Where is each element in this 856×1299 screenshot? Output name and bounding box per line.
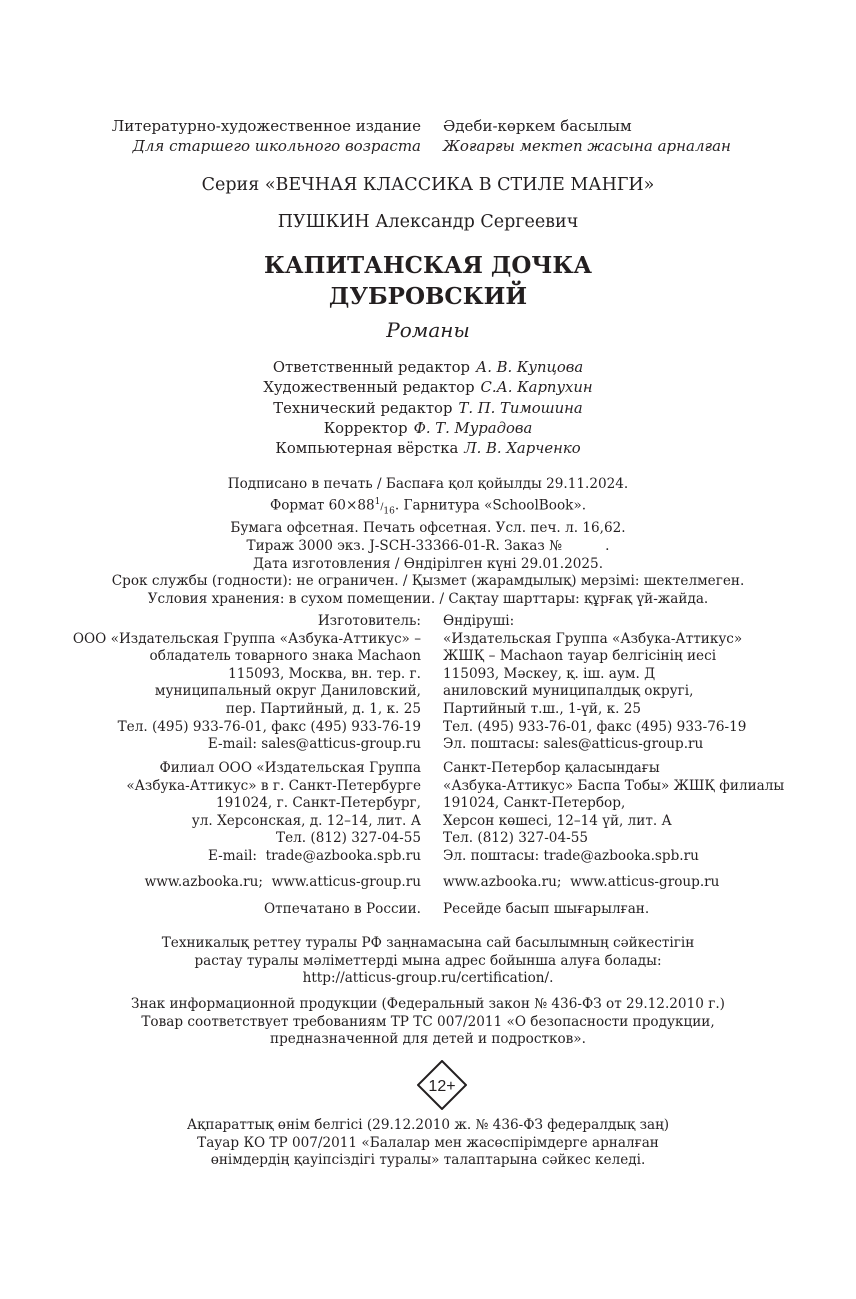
run-line: Тираж 3000 экз. J-SCH-33366-01-R. Заказ № . <box>246 538 610 555</box>
shelf-life-line: Срок службы (годности): не ограничен. / Қызмет (жарамдылық) мерзімі: шектелмеген. <box>111 573 745 590</box>
branch-ru-line: ул. Херсонская, д. 12–14, лит. А <box>191 812 421 829</box>
kz-edition-type: Әдеби-көркем басылым <box>443 117 632 135</box>
format-line: Формат $60\times 88^1/_{16}$. Гарнитура «SchoolBook». <box>269 496 587 516</box>
info-ru-line: Товар соответствует требованиям ТР ТС 007/2011 «О безопасности продукции, <box>141 1013 715 1030</box>
age-rating-badge <box>417 1060 467 1110</box>
signed-line: Подписано в печать / Баспаға қол қойылды 29.11.2024. <box>227 476 629 492</box>
maker-ru-line: Изготовитель: <box>317 613 421 629</box>
format-suffix: . Гарнитура «SchoolBook». <box>394 497 587 514</box>
info-product-ru <box>0 996 856 1049</box>
info-kz-line: өнімдердің қауіпсіздігі туралы» талаптарына сәйкес келеді. <box>210 1152 646 1169</box>
genre: Романы <box>386 318 470 342</box>
credit-name: А. В. Купцова <box>476 359 584 376</box>
printed-in-kz: Ресейде басып шығарылған. <box>443 901 650 917</box>
credit-name: Л. В. Харченко <box>464 440 581 458</box>
maker-kz-line: Эл. поштасы: sales@atticus-group.ru <box>443 736 704 753</box>
branch-block <box>0 760 856 866</box>
credit-role: Корректор <box>323 419 408 437</box>
format-prefix: Формат 60×88 <box>269 497 375 514</box>
storage-line: Условия хранения: в сухом помещении. / Сақтау шарттары: құрғақ үй-жайда. <box>147 590 709 607</box>
website-ru: www.azbooka.ru; www.atticus-group.ru <box>144 874 421 890</box>
credit-line <box>0 439 856 459</box>
certification-note <box>0 935 856 988</box>
maker-ru-line: 115093, Москва, вн. тер. г. <box>228 665 421 682</box>
kz-age-group: Жоғарғы мектеп жасына арналған <box>443 137 731 155</box>
credit-name: Ф. Т. Мурадова <box>413 419 533 437</box>
credits-list <box>0 358 856 459</box>
info-product-kz <box>0 1117 856 1170</box>
info-kz-line: Ақпараттық өнім белгісі (29.12.2010 ж. № 436-ФЗ федералдық заң) <box>186 1117 670 1133</box>
manufacturer-block <box>0 613 856 754</box>
cert-line: растау туралы мәліметтерді мына адрес бойынша алуға болады: <box>194 952 662 969</box>
paper-line: Бумага офсетная. Печать офсетная. Усл. печ. л. 16,62. <box>230 520 626 537</box>
branch-kz-line: «Азбука-Аттикус» Баспа Тобы» ЖШҚ филиалы <box>443 777 785 794</box>
edition-header <box>0 116 856 156</box>
credit-line <box>0 378 856 398</box>
credit-role: Компьютерная вёрстка <box>275 440 459 458</box>
branch-kz-line: 191024, Санкт-Петербор, <box>443 795 626 812</box>
maker-ru-line: E-mail: sales@atticus-group.ru <box>207 736 421 753</box>
branch-ru-line: «Азбука-Аттикус» в г. Санкт-Петербурге <box>126 777 421 794</box>
cert-line: Техникалық реттеу туралы РФ заңнамасына сай басылымның сәйкестігін <box>161 935 695 951</box>
maker-kz-line: 115093, Мәскеу, қ. іш. аум. Д <box>443 665 656 682</box>
maker-ru-line: муниципальный округ Даниловский, <box>154 683 421 700</box>
ru-edition-type: Литературно-художественное издание <box>111 117 421 135</box>
credit-name: С.А. Карпухин <box>480 379 593 397</box>
branch-kz-line: Херсон көшесі, 12–14 үй, лит. А <box>443 812 672 829</box>
printed-in-row <box>0 901 856 919</box>
credit-role: Технический редактор <box>273 399 453 417</box>
branch-ru-line: Филиал ООО «Издательская Группа <box>159 760 421 776</box>
credit-role: Художественный редактор <box>263 379 475 397</box>
info-ru-line: Знак информационной продукции (Федеральный закон № 436-ФЗ от 29.12.2010 г.) <box>131 996 725 1012</box>
maker-kz-line: аниловский муниципалдық округі, <box>443 683 694 700</box>
age-rating-label: 12+ <box>428 1078 456 1095</box>
cert-line: http://atticus-group.ru/certification/. <box>302 970 554 987</box>
ru-age-group: Для старшего школьного возраста <box>132 137 421 155</box>
credit-role: Ответственный редактор <box>272 359 471 376</box>
maker-kz-line: Партийный т.ш., 1-үй, к. 25 <box>443 700 642 717</box>
maker-kz-line: Өндіруші: <box>443 613 515 629</box>
book-title-1: КАПИТАНСКАЯ ДОЧКА <box>263 252 593 279</box>
maker-kz-line: «Издательская Группа «Азбука-Аттикус» <box>443 630 743 647</box>
branch-ru-line: Тел. (812) 327-04-55 <box>276 830 421 847</box>
book-title-2: ДУБРОВСКИЙ <box>328 283 528 310</box>
info-kz-line: Тауар КО ТР 007/2011 «Балалар мен жасөспірімдерге арналған <box>197 1134 659 1151</box>
credit-line <box>0 399 856 419</box>
maker-ru-line: пер. Партийный, д. 1, к. 25 <box>225 700 421 717</box>
branch-kz-line: Эл. поштасы: trade@azbooka.spb.ru <box>443 847 699 864</box>
website-kz: www.azbooka.ru; www.atticus-group.ru <box>443 874 720 890</box>
websites-row <box>0 874 856 892</box>
branch-kz-line: Санкт-Петербор қаласындағы <box>443 760 660 776</box>
maker-kz-line: Тел. (495) 933-76-01, факс (495) 933-76-19 <box>443 718 747 735</box>
branch-ru-line: E-mail: trade@azbooka.spb.ru <box>207 847 421 864</box>
credit-name: Т. П. Тимошина <box>458 399 583 417</box>
info-ru-line: предназначенной для детей и подростков». <box>270 1031 586 1048</box>
printed-in-ru: Отпечатано в России. <box>263 901 421 917</box>
maker-ru-line: обладатель товарного знака Machaon <box>149 648 421 665</box>
format-sub: 16 <box>383 505 395 516</box>
maker-kz-line: ЖШҚ – Machaon тауар белгісінің иесі <box>443 648 717 665</box>
book-titles <box>0 250 856 312</box>
maker-ru-line: Тел. (495) 933-76-01, факс (495) 933-76-19 <box>117 718 421 735</box>
print-details <box>0 476 856 608</box>
format-sup: 1 <box>374 496 381 507</box>
series-title: Серия «ВЕЧНАЯ КЛАССИКА В СТИЛЕ МАНГИ» <box>201 175 655 195</box>
date-line: Дата изготовления / Өндірілген күні 29.01.2025. <box>252 555 604 572</box>
credit-line <box>0 419 856 439</box>
credit-line <box>0 358 856 378</box>
author-name: ПУШКИН Александр Сергеевич <box>277 212 579 232</box>
branch-ru-line: 191024, г. Санкт-Петербург, <box>216 795 421 812</box>
branch-kz-line: Тел. (812) 327-04-55 <box>443 830 588 847</box>
maker-ru-line: ООО «Издательская Группа «Азбука-Аттикус» – <box>72 630 421 647</box>
